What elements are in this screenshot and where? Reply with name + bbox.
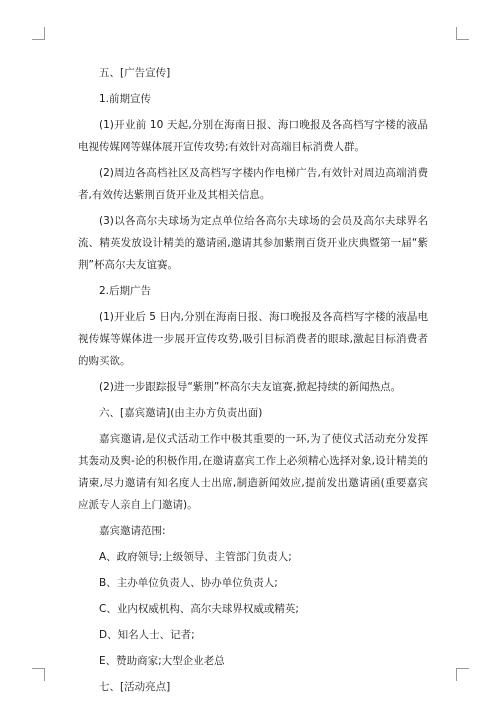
list-item: B、主办单位负责人、协办单位负责人;	[99, 577, 278, 589]
subheading-later-ads: 2.后期广告	[99, 285, 152, 297]
paragraph: (2)周边各高档社区及高档写字楼内作电梯广告,有效针对周边高端消费者,有效传达紫荆百货开业及其相关信息。	[78, 167, 428, 201]
paragraph: 嘉宾邀请,是仪式活动工作中极其重要的一环,为了使仪式活动充分发挥其轰动及舆-论的积极作用,在邀请嘉宾工作上必须精心选择对象,设计精美的请柬,尽力邀请有知名度人士出席,制造新闻效应,提前发出邀请函(重要嘉宾应派专人亲自上门邀请)。	[78, 433, 428, 511]
crop-mark-bottom-left	[32, 668, 45, 681]
crop-mark-bottom-right	[456, 668, 469, 681]
list-item: E、赞助商家;大型企业老总	[99, 655, 225, 667]
list-item: A、政府领导;上级领导、主管部门负责人;	[99, 551, 292, 563]
section-heading-highlights: 七、[活动亮点]	[99, 681, 171, 693]
document-page	[78, 62, 428, 702]
section-heading-guest-invitation: 六、[嘉宾邀请](由主办方负责出面)	[99, 407, 263, 419]
paragraph: (1)开业前 10 天起,分别在海南日报、海口晚报及各高档写字楼的液晶电视传媒网等媒体展开宣传攻势;有效针对高端目标消费人群。	[78, 119, 428, 153]
list-item: D、知名人士、记者;	[99, 629, 195, 641]
crop-mark-top-left	[32, 27, 45, 40]
paragraph: (2)进一步跟踪报导“紫荆”杯高尔夫友谊赛,掀起持续的新闻热点。	[99, 381, 402, 393]
crop-mark-top-right	[456, 27, 469, 40]
section-heading-advertising: 五、[广告宣传]	[99, 67, 171, 79]
paragraph: (1)开业后 5 日内,分别在海南日报、海口晚报及各高档写字楼的液晶电视传媒等媒体进一步展开宣传攻势,吸引目标消费者的眼球,激起目标消费者的购买欲。	[78, 311, 428, 367]
subheading-early-promotion: 1.前期宣传	[99, 93, 152, 105]
list-item: C、业内权威机构、高尔夫球界权威或精英;	[99, 603, 299, 615]
paragraph: 嘉宾邀请范围:	[99, 525, 166, 537]
paragraph: (3)以各高尔夫球场为定点单位给各高尔夫球场的会员及高尔夫球界名流、精英发放设计精美的邀请函,邀请其参加紫荆百货开业庆典暨第一届“紫荆”杯高尔夫友谊赛。	[78, 215, 428, 271]
